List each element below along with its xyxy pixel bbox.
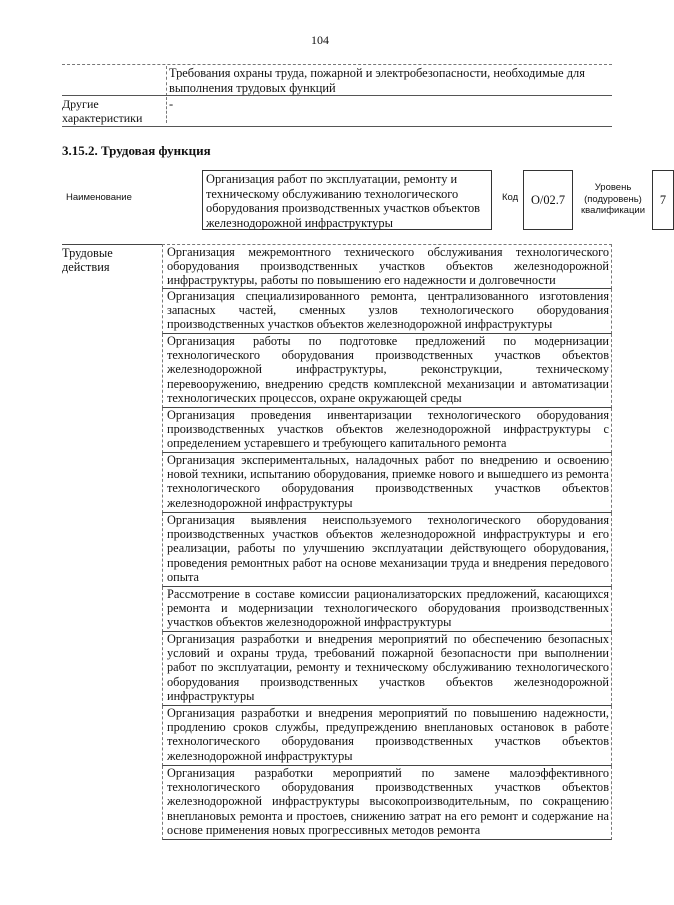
labor-actions-list: [162, 244, 612, 840]
table-divider: [62, 126, 612, 127]
page-number: 104: [311, 33, 329, 47]
qualification-level-label: Уровень (подуровень) квалификации: [580, 182, 646, 216]
list-item: Организация межремонтного технического обслуживания технологического оборудования производственных участков объектов железнодорожной инфраструктуры, работы по повышению его надежности и долговечности: [162, 244, 612, 289]
list-item: Организация экспериментальных, наладочных работ по внедрению и освоению новой техники, испытанию оборудования, приемке нового и вышедшего из ремонта технологического оборудования производственных участков объектов железнодорожной инфраструктуры: [162, 453, 612, 513]
table-divider: [62, 95, 612, 96]
table-divider: [62, 244, 162, 245]
table-divider: [62, 64, 612, 65]
list-item: Организация разработки мероприятий по замене малоэффективного технологического оборудования производственных участков объектов железнодорожной инфраструктуры высокопроизводительным, по сокращению внеплановых ремонта и простоев, снижению затрат на его ремонт и содержание на основе применения новых прогрессивных методов ремонта: [162, 766, 612, 840]
table-row: [62, 97, 612, 125]
requirements-table: [62, 64, 612, 125]
list-item: Организация работы по подготовке предложений по модернизации технологического оборудования производственных участков объектов железнодорожной инфраструктуры, реконструкции, техническому перевооружению, внедрению средств комплексной механизации и автоматизации технологических процессов, охране окружающей среды: [162, 334, 612, 408]
list-item: Рассмотрение в составе комиссии рационализаторских предложений, касающихся ремонта и модернизации технологического оборудования производственных участков объектов железнодорожной инфраструктуры: [162, 587, 612, 632]
list-item: Организация специализированного ремонта, централизованного изготовления запасных частей, сменных узлов технологического оборудования производственных участков объектов железнодорожной инфраструктуры: [162, 289, 612, 334]
requirements-text: Требования охраны труда, пожарной и электробезопасности, необходимые для выполнения трудовых функций: [166, 66, 612, 96]
code-label: Код: [502, 192, 519, 203]
function-code: O/02.7: [523, 170, 573, 230]
list-item: Организация проведения инвентаризации технологического оборудования производственных участков объектов железнодорожной инфраструктуры с определением устаревшего и требующего капитального ремонта: [162, 408, 612, 453]
function-name: Организация работ по эксплуатации, ремонту и техническому обслуживанию технологического оборудования производственных участков объектов железнодорожной инфраструктуры: [202, 170, 492, 230]
list-item: Организация разработки и внедрения мероприятий по повышению надежности, продлению сроков службы, предупреждению внеплановых остановок в работе технологического оборудования производственных участков объектов железнодорожной инфраструктуры: [162, 706, 612, 766]
qualification-level: 7: [652, 170, 674, 230]
other-characteristics-value: -: [166, 97, 612, 123]
list-item: Организация выявления неиспользуемого технологического оборудования производственных участков объектов железнодорожной инфраструктуры и его реализации, работы по улучшению эксплуатации действующего оборудования, проведения ремонтных работ на основе механизации труда и внедрения передового опыта: [162, 513, 612, 587]
section-heading: 3.15.2. Трудовая функция: [62, 143, 211, 158]
function-identification: [62, 170, 667, 232]
other-characteristics-label: Другие характеристики: [62, 97, 143, 125]
table-row: [62, 66, 612, 96]
labor-actions-label: Трудовые действия: [62, 246, 113, 274]
name-label: Наименование: [66, 192, 132, 203]
list-item: Организация разработки и внедрения мероприятий по обеспечению безопасных условий и охраны труда, требований пожарной безопасности при выполнении работ по эксплуатации, ремонту и техническому обслуживанию технологического оборудования производственных участков объектов железнодорожной инфраструктуры: [162, 632, 612, 706]
